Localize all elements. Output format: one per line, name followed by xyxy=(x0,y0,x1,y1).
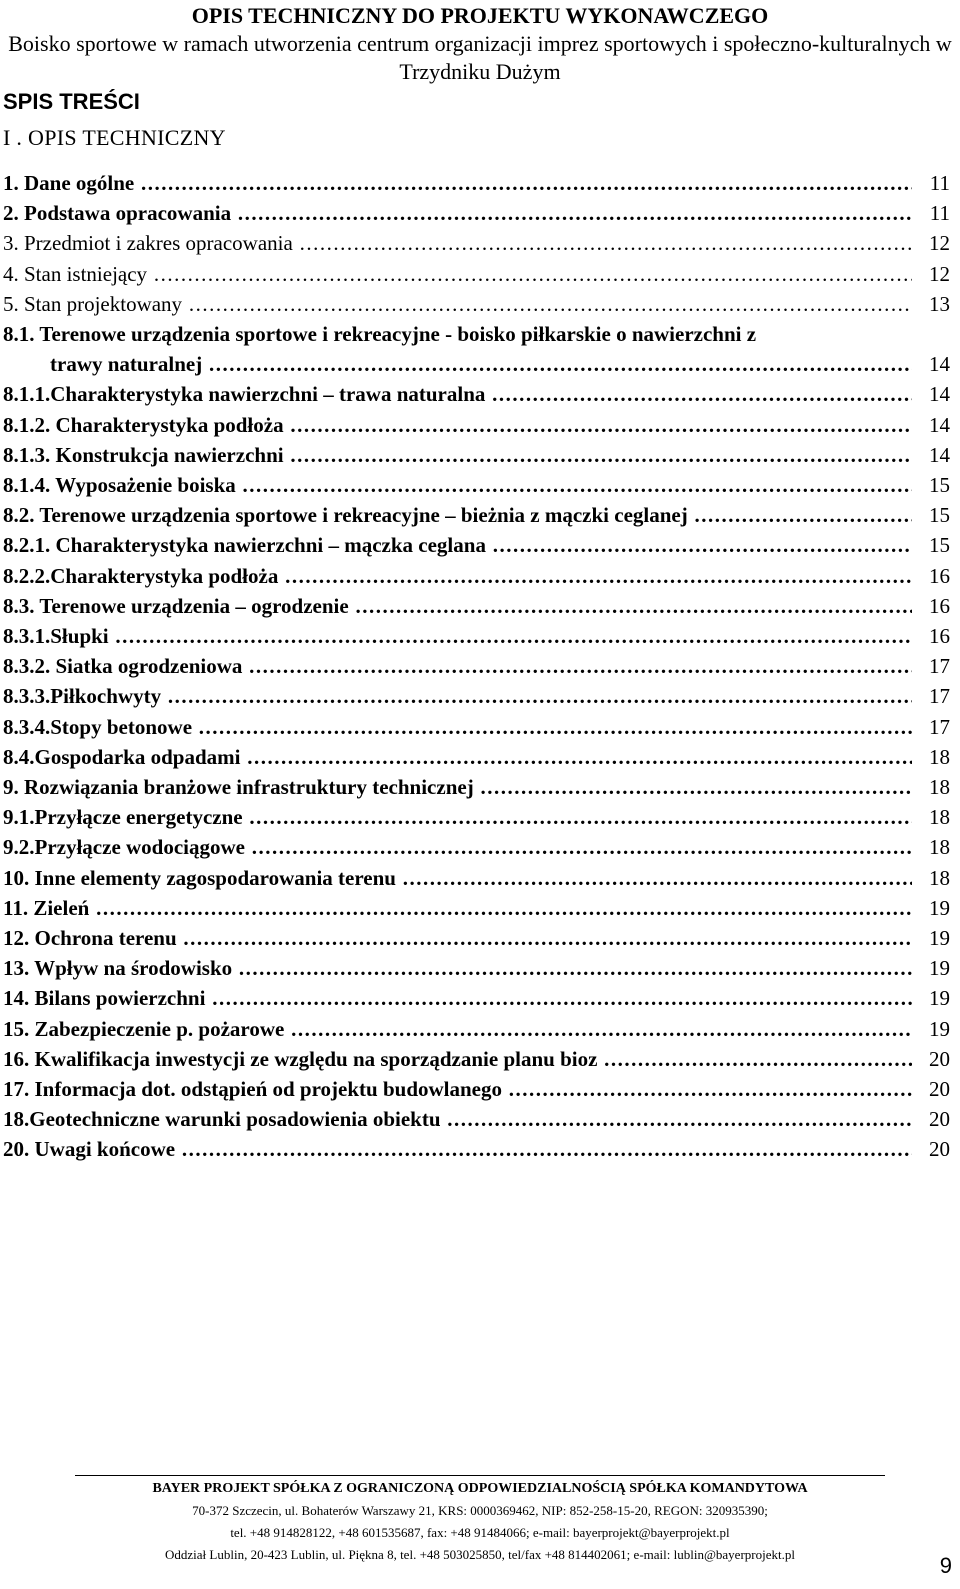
toc-entry-title: 1. Dane ogólne ..... xyxy=(3,168,912,198)
toc-entry-page: 16 xyxy=(912,561,950,591)
toc-entry[interactable] xyxy=(0,168,960,198)
toc-entry[interactable] xyxy=(0,1014,960,1044)
toc-entry-title: 13. Wpływ na środowisko ..... xyxy=(3,953,912,983)
toc-entry-title: 8.2.2.Charakterystyka podłoża ..... xyxy=(3,561,912,591)
toc-entry-title: 3. Przedmiot i zakres opracowania ..... xyxy=(3,228,912,258)
toc-entry-title: 5. Stan projektowany ..... xyxy=(3,289,912,319)
toc-entry-page: 14 xyxy=(912,379,950,409)
toc-entry-page: 19 xyxy=(912,923,950,953)
toc-entry-page: 19 xyxy=(912,893,950,923)
toc-entry-page: 18 xyxy=(912,802,950,832)
toc-entry[interactable] xyxy=(0,440,960,470)
toc-entry[interactable] xyxy=(0,712,960,742)
toc-entry[interactable] xyxy=(0,863,960,893)
toc-entry[interactable] xyxy=(0,591,960,621)
toc-entry-page: 20 xyxy=(912,1104,950,1134)
toc-entry-page: 18 xyxy=(912,832,950,862)
toc-entry-title: 8.3.4.Stopy betonowe ..... xyxy=(3,712,912,742)
document-title: OPIS TECHNICZNY DO PROJEKTU WYKONAWCZEGO xyxy=(191,3,769,28)
toc-entry-title: 15. Zabezpieczenie p. pożarowe ..... xyxy=(3,1014,912,1044)
toc-entry-page: 18 xyxy=(912,742,950,772)
toc-entry[interactable] xyxy=(0,561,960,591)
toc-entry-title: 8.1.1.Charakterystyka nawierzchni – trawa naturalna ..... xyxy=(3,379,912,409)
toc-entry-title: 8.2.1. Charakterystyka nawierzchni – mączka ceglana ..... xyxy=(3,530,912,560)
toc-entry-title: 2. Podstawa opracowania ..... xyxy=(3,198,912,228)
toc-entry-page: 20 xyxy=(912,1044,950,1074)
toc-entry-title: 20. Uwagi końcowe ..... xyxy=(3,1134,912,1164)
toc-entry[interactable] xyxy=(0,198,960,228)
footer-divider xyxy=(75,1475,885,1476)
toc-entry-page: 14 xyxy=(912,349,950,379)
toc-entry-title: 9. Rozwiązania branżowe infrastruktury technicznej ..... xyxy=(3,772,912,802)
toc-entry[interactable] xyxy=(0,651,960,681)
toc-entry-title: 8.4.Gospodarka odpadami ..... xyxy=(3,742,912,772)
page-number: 9 xyxy=(939,1553,952,1578)
toc-entry-page: 20 xyxy=(912,1074,950,1104)
toc-entry-page: 13 xyxy=(912,289,950,319)
toc-entry[interactable] xyxy=(0,349,960,379)
toc-entry[interactable] xyxy=(0,923,960,953)
toc-entry-page: 18 xyxy=(912,863,950,893)
toc-entry-title: 18.Geotechniczne warunki posadowienia obiektu ..... xyxy=(3,1104,912,1134)
toc-entry-title: 17. Informacja dot. odstąpień od projektu budowlanego ..... xyxy=(3,1074,912,1104)
toc-entry[interactable] xyxy=(0,470,960,500)
toc-entry[interactable] xyxy=(0,228,960,258)
toc-entry[interactable] xyxy=(0,379,960,409)
toc-entry-title: 8.3.1.Słupki ..... xyxy=(3,621,912,651)
toc-heading: SPIS TREŚCI xyxy=(3,89,140,114)
toc-entry[interactable] xyxy=(0,621,960,651)
toc-entry-title: 8.3.2. Siatka ogrodzeniowa ..... xyxy=(3,651,912,681)
toc-entry-page: 16 xyxy=(912,591,950,621)
toc-entry-page: 18 xyxy=(912,772,950,802)
toc-entry-page: 12 xyxy=(912,259,950,289)
toc-entry[interactable] xyxy=(0,953,960,983)
toc-entry-page: 16 xyxy=(912,621,950,651)
toc-entry[interactable] xyxy=(0,410,960,440)
footer-contact: tel. +48 914828122, +48 601535687, fax: +48 91484066; e-mail: bayerprojekt@bayerprojekt.pl xyxy=(230,1525,730,1540)
toc-entry-title: 8.1.3. Konstrukcja nawierzchni ..... xyxy=(3,440,912,470)
footer-branch: Oddział Lublin, 20-423 Lublin, ul. Piękna 8, tel. +48 503025850, tel/fax +48 814402061; e-mail: lublin@bayerprojekt.pl xyxy=(165,1547,795,1562)
toc-entry-page: 12 xyxy=(912,228,950,258)
footer-address: 70-372 Szczecin, ul. Bohaterów Warszawy 21, KRS: 0000369462, NIP: 852-258-15-20, REGON: 320935390; xyxy=(192,1503,768,1518)
toc-entry-page: 17 xyxy=(912,681,950,711)
toc-entry-title: 9.1.Przyłącze energetyczne ..... xyxy=(3,802,912,832)
toc-entry[interactable]: 8.1. Terenowe urządzenia sportowe i rekreacyjne - boisko piłkarskie o nawierzchni z xyxy=(3,322,757,346)
toc-entry-page: 11 xyxy=(912,198,950,228)
toc-entry[interactable] xyxy=(0,530,960,560)
toc-entry[interactable] xyxy=(0,1134,960,1164)
toc-entry-title: 4. Stan istniejący ..... xyxy=(3,259,912,289)
toc-entry-page: 19 xyxy=(912,983,950,1013)
toc-entry-title: 8.1.2. Charakterystyka podłoża ..... xyxy=(3,410,912,440)
toc-entry[interactable] xyxy=(0,1044,960,1074)
section-heading: I . OPIS TECHNICZNY xyxy=(3,125,226,150)
toc-entry[interactable] xyxy=(0,893,960,923)
toc-entry-page: 17 xyxy=(912,651,950,681)
toc-entry[interactable] xyxy=(0,832,960,862)
toc-entry-title: 14. Bilans powierzchni ..... xyxy=(3,983,912,1013)
toc-entry-title: 8.1.4. Wyposażenie boiska ..... xyxy=(3,470,912,500)
toc-entry-title: 11. Zieleń ..... xyxy=(3,893,912,923)
toc-entry[interactable] xyxy=(0,681,960,711)
toc-entry-title: 8.3. Terenowe urządzenia – ogrodzenie ..... xyxy=(3,591,912,621)
toc-entry-title: 9.2.Przyłącze wodociągowe ..... xyxy=(3,832,912,862)
toc-entry-page: 15 xyxy=(912,500,950,530)
toc-entry[interactable] xyxy=(0,983,960,1013)
toc-entry-title: trawy naturalnej ..... xyxy=(50,349,912,379)
toc-entry[interactable] xyxy=(0,259,960,289)
toc-entry[interactable] xyxy=(0,1104,960,1134)
toc-entry-title: 12. Ochrona terenu ..... xyxy=(3,923,912,953)
toc-entry-page: 11 xyxy=(912,168,950,198)
page-footer xyxy=(0,1475,960,1566)
toc-entry-page: 15 xyxy=(912,530,950,560)
toc-entry-page: 15 xyxy=(912,470,950,500)
toc-entry[interactable] xyxy=(0,500,960,530)
toc-entry-page: 20 xyxy=(912,1134,950,1164)
toc-entry-page: 14 xyxy=(912,410,950,440)
toc-entry[interactable] xyxy=(0,742,960,772)
toc-entry-page: 19 xyxy=(912,1014,950,1044)
toc-entry-page: 19 xyxy=(912,953,950,983)
footer-company-name: BAYER PROJEKT SPÓŁKA Z OGRANICZONĄ ODPOWIEDZIALNOŚCIĄ SPÓŁKA KOMANDYTOWA xyxy=(152,1481,808,1496)
toc-entry-page: 17 xyxy=(912,712,950,742)
document-subtitle: Boisko sportowe w ramach utworzenia centrum organizacji imprez sportowych i społeczno-kulturalnych w Trzydniku Dużym xyxy=(8,31,952,84)
toc-entry-title: 8.3.3.Piłkochwyty ..... xyxy=(3,681,912,711)
toc-entry[interactable] xyxy=(0,802,960,832)
document-header xyxy=(0,2,960,86)
toc-entry-title: 10. Inne elementy zagospodarowania terenu ..... xyxy=(3,863,912,893)
toc-entry[interactable] xyxy=(0,1074,960,1104)
toc-entry[interactable] xyxy=(0,772,960,802)
toc-entry-page: 14 xyxy=(912,440,950,470)
toc-entry-title: 8.2. Terenowe urządzenia sportowe i rekreacyjne – bieżnia z mączki ceglanej ..... xyxy=(3,500,912,530)
toc-entry-title: 16. Kwalifikacja inwestycji ze względu na sporządzanie planu bioz ..... xyxy=(3,1044,912,1074)
toc-entry[interactable] xyxy=(0,289,960,319)
